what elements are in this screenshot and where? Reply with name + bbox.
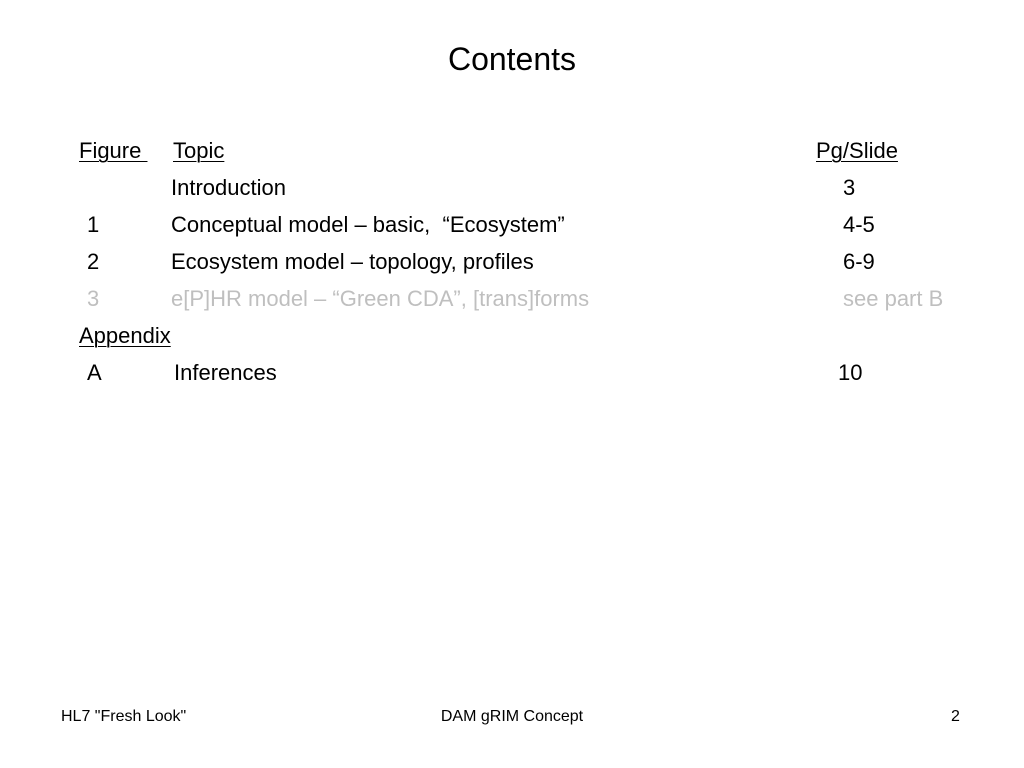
appendix-row-page: 10 <box>838 360 863 385</box>
footer-page-number: 2 <box>951 708 960 725</box>
row-topic-greyed: e[P]HR model – “Green CDA”, [trans]forms <box>171 286 590 311</box>
row-figure: 2 <box>87 249 100 274</box>
row-topic: Ecosystem model – topology, profiles <box>171 249 534 274</box>
row-page: 4-5 <box>843 212 875 237</box>
row-page: 3 <box>843 175 856 200</box>
header-page: Pg/Slide <box>816 138 898 163</box>
row-page-greyed: see part B <box>843 286 944 311</box>
header-figure: Figure <box>79 138 148 163</box>
appendix-row-figure: A <box>87 360 102 385</box>
slide-title: Contents <box>447 41 577 77</box>
row-topic: Conceptual model – basic, “Ecosystem” <box>171 212 565 237</box>
row-figure: 1 <box>87 212 100 237</box>
appendix-heading: Appendix <box>79 323 171 348</box>
footer-left: HL7 "Fresh Look" <box>61 708 187 725</box>
header-topic: Topic <box>173 138 225 163</box>
row-page: 6-9 <box>843 249 875 274</box>
row-topic: Introduction <box>171 175 286 200</box>
footer-center: DAM gRIM Concept <box>440 708 584 725</box>
appendix-row-topic: Inferences <box>174 360 277 385</box>
row-figure-greyed: 3 <box>87 286 100 311</box>
